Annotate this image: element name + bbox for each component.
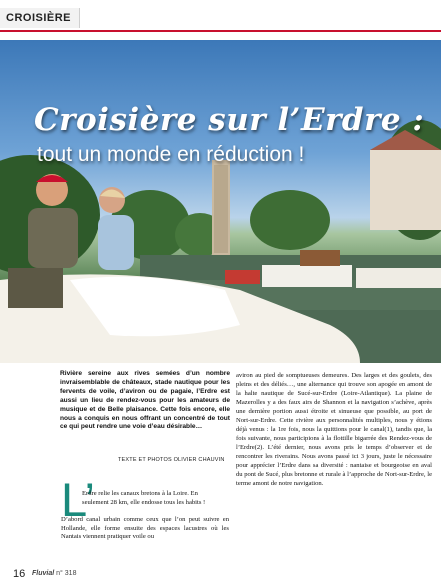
header-rule [0, 30, 441, 32]
body-right-column: aviron au pied de somptueuses demeures. Des larges et des goulets, des pleins et des déliés…, une alternance qui trouve son apogée en amont de la halte nautique de Sucé-sur-Erdre (Loire-Atlantique). La plaine de Mazerolles y a des faux airs de Shannon et la navigation s’achève, après une dernière portion aussi étroite et sinueuse que possible, au port de Nort-sur-Erdre. Cette rivière aux personnalités multiples, nous y étions déjà venus : la 1re fois, nous la quittions pour le canal(1), tandis que, la fois suivante, nous participions à la flottille bigarrée des Rendez-vous de l’Erdre(2). L’été dernier, nous avons pris le temps d’observer et de rencontrer les riverains. Nous avons passé ici 3 jours, juste le nécessaire pour apprécier l’Erdre dans sa diversité : nantaise et bourgeoise en aval du pont de Sucé, plus bretonne et rurale à l’approche de Nort-sur-Erdre, le terme amont de notre navigation. [236, 372, 432, 487]
hero-photo [0, 40, 441, 363]
body-line-1: Erdre relie les canaux bretons à la Loire. En [82, 490, 198, 497]
article-subtitle: tout un monde en réduction ! [37, 143, 305, 166]
article-title: Croisière sur l’Erdre : [34, 102, 425, 138]
body-left-column: D’abord canal urbain comme ceux que l’on peut suivre en Hollande, elle forme ensuite des espaces lacustres où les Nantais viennent pratiquer voile ou [61, 516, 229, 541]
magazine-footer [32, 570, 76, 577]
page-number: 16 [13, 568, 26, 580]
hero-illustration [0, 40, 441, 363]
issue-number: n° 318 [56, 570, 77, 577]
section-tag [0, 8, 80, 28]
body-line-2: seulement 28 km, elle endosse tous les habits ! [82, 499, 206, 506]
drop-cap: L’ [61, 473, 95, 526]
section-label: CROISIÈRE [6, 12, 72, 24]
photo-credit: TEXTE ET PHOTOS OLIVIER CHAUVIN [118, 457, 225, 463]
magazine-name: Fluvial [32, 570, 55, 577]
article-lead: Rivière sereine aux rives semées d’un nombre invraisemblable de châteaux, stade nautique pour les fervents de voile, d’aviron ou de pagaie, l’Erdre est aussi un lieu de rendez-vous pour les amateurs de musique et de Belle plaisance. Cette fois encore, elle nous a conquis en nous offrant un concentré de tout ce qui peut rendre une voie d’eau désirable… [60, 370, 230, 431]
